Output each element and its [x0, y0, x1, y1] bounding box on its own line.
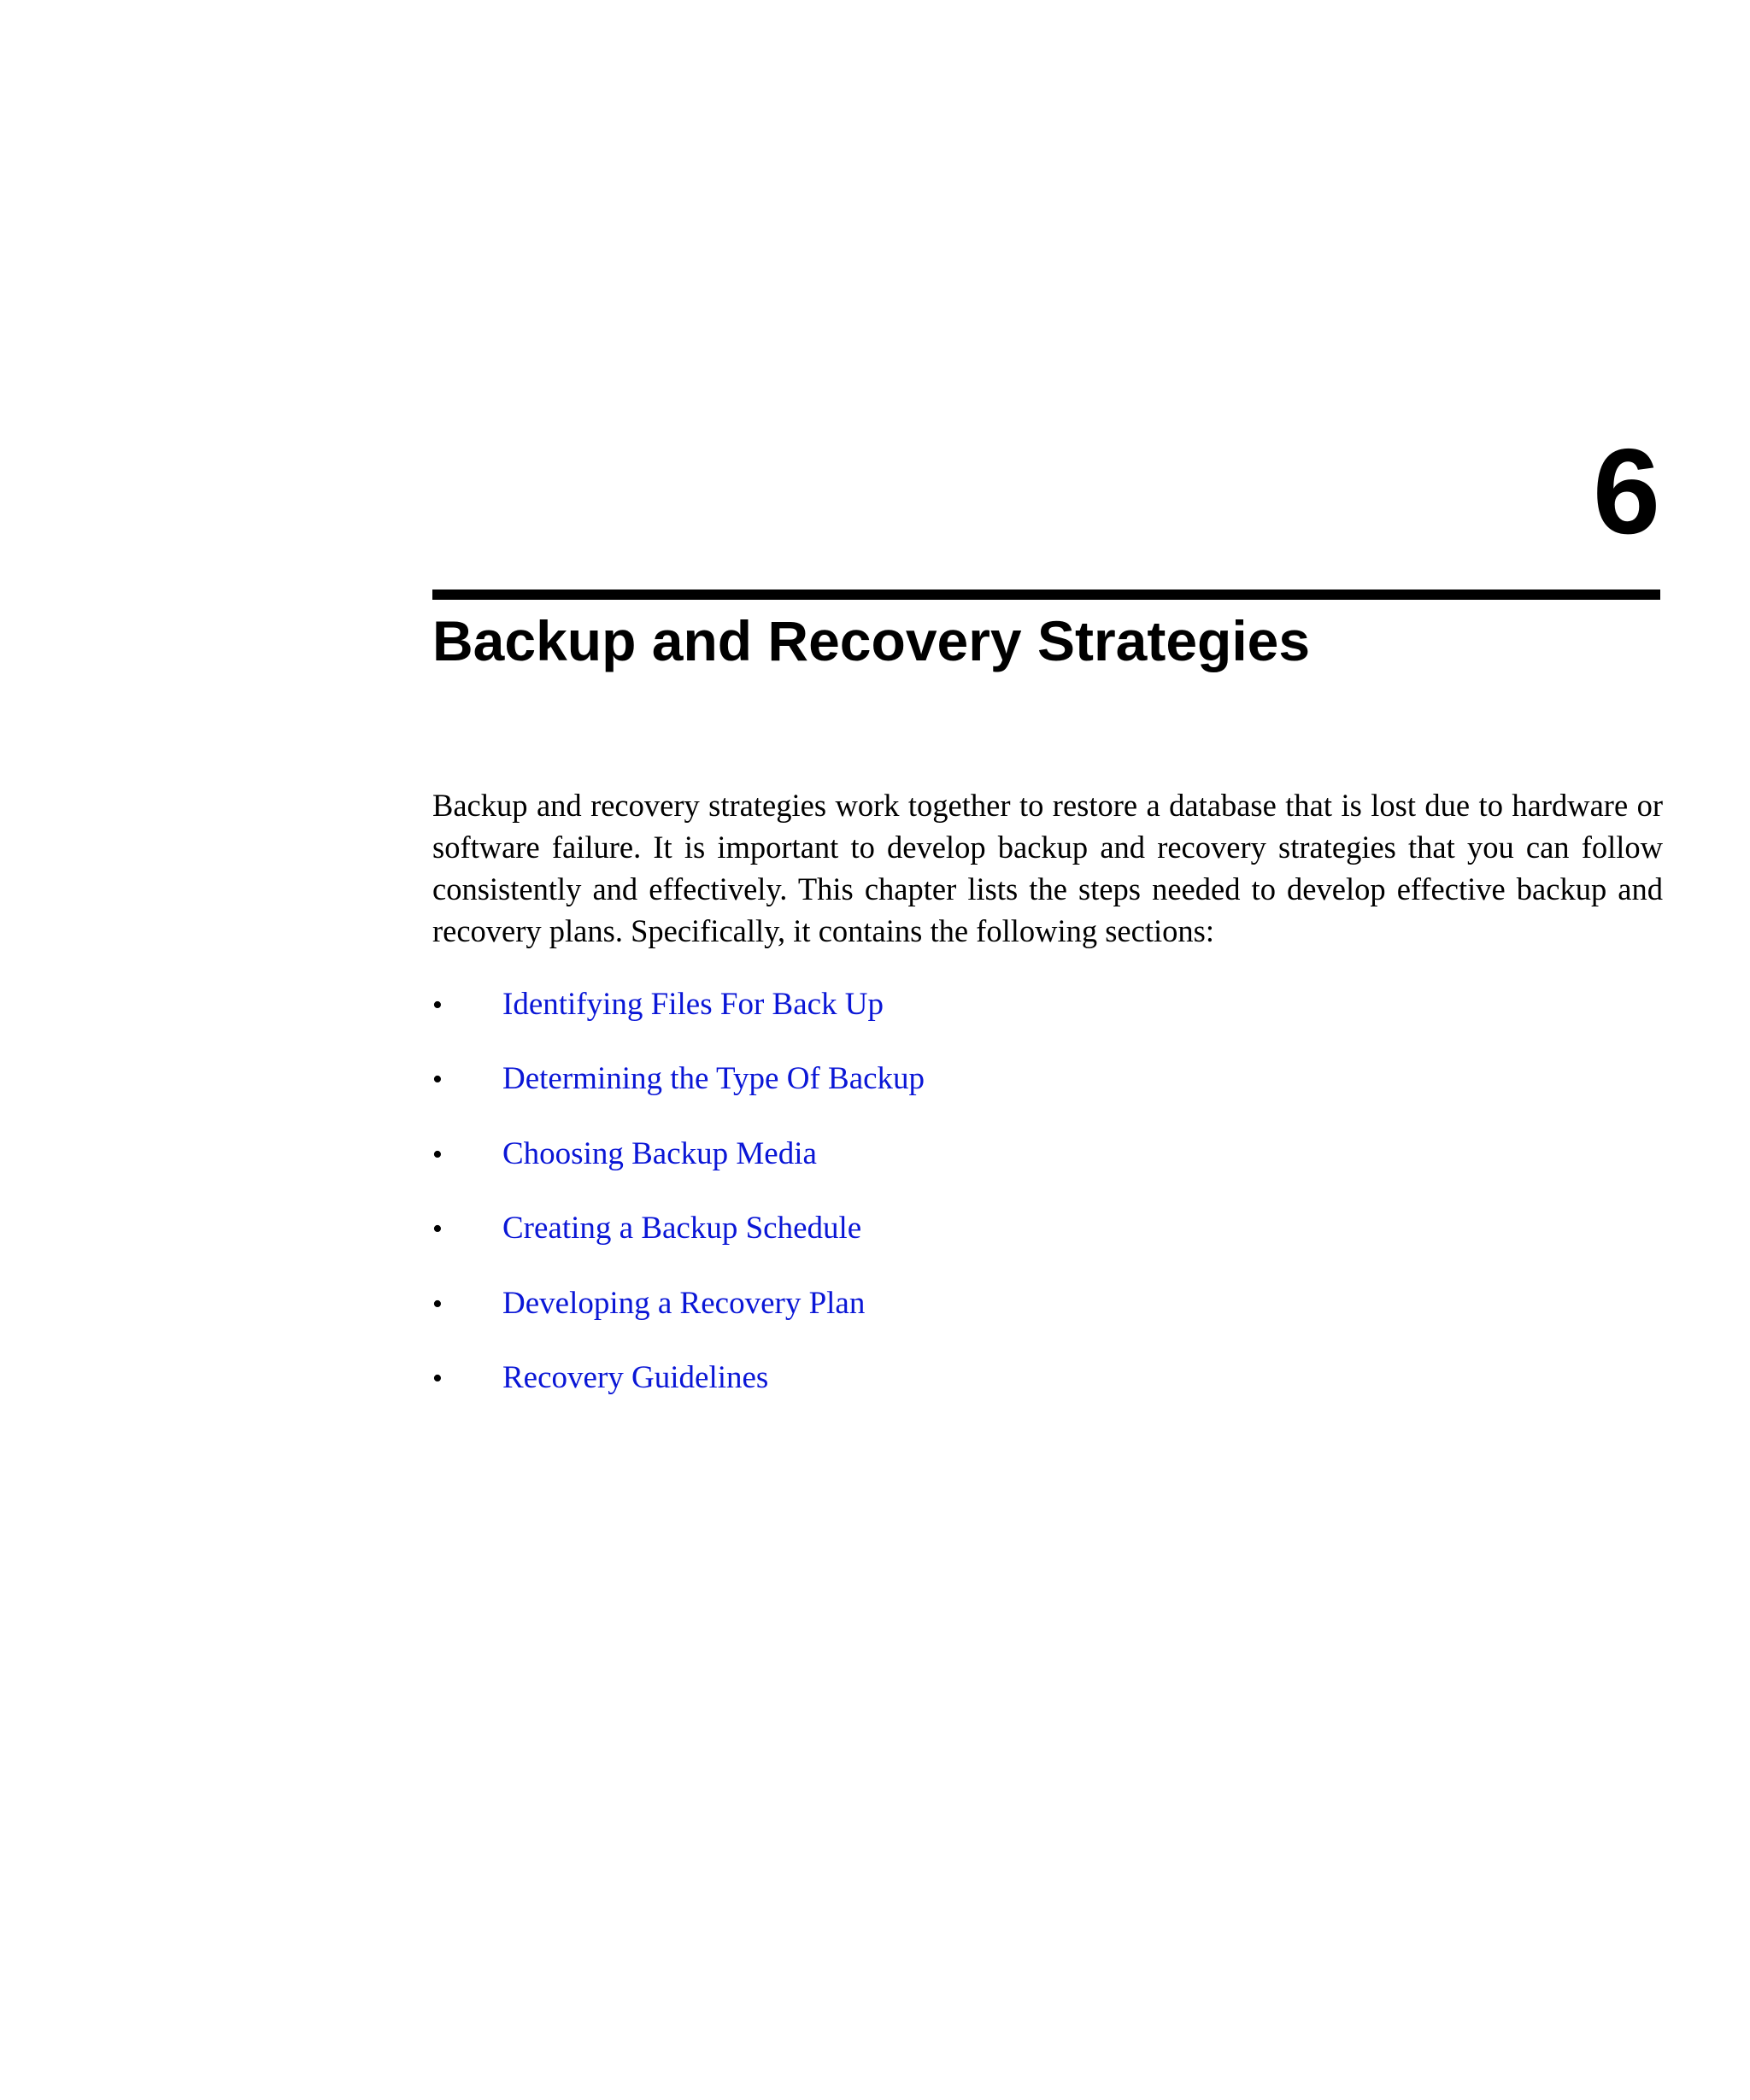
section-link-identifying-files[interactable]: Identifying Files For Back Up [502, 987, 884, 1022]
bullet-icon: • [432, 1288, 443, 1320]
bullet-icon: • [432, 1213, 443, 1246]
bullet-icon: • [432, 1064, 443, 1096]
bullet-icon: • [432, 1138, 443, 1170]
chapter-number: 6 [1593, 424, 1660, 560]
list-item [432, 983, 925, 1058]
section-link-recovery-guidelines[interactable]: Recovery Guidelines [502, 1359, 769, 1395]
bullet-icon: • [432, 989, 443, 1021]
list-item [432, 1282, 925, 1357]
chapter-title: Backup and Recovery Strategies [432, 609, 1311, 672]
section-link-list [432, 983, 925, 1431]
section-link-backup-schedule[interactable]: Creating a Backup Schedule [502, 1211, 862, 1247]
section-link-recovery-plan[interactable]: Developing a Recovery Plan [502, 1285, 866, 1321]
list-item [432, 1133, 925, 1207]
section-link-determining-backup-type[interactable]: Determining the Type Of Backup [502, 1061, 925, 1097]
list-item [432, 1357, 925, 1431]
section-link-choosing-backup-media[interactable]: Choosing Backup Media [502, 1135, 817, 1171]
chapter-divider [432, 590, 1660, 600]
list-item [432, 1058, 925, 1132]
bullet-icon: • [432, 1362, 443, 1394]
list-item [432, 1207, 925, 1282]
intro-paragraph: Backup and recovery strategies work together to restore a database that is lost due to hardware or software failure. It is important to develop backup and recovery strategies that you can follow consistently and effectively. This chapter lists the steps needed to develop effective backup and recovery plans. Specifically, it contains the following sections: [432, 788, 1663, 948]
